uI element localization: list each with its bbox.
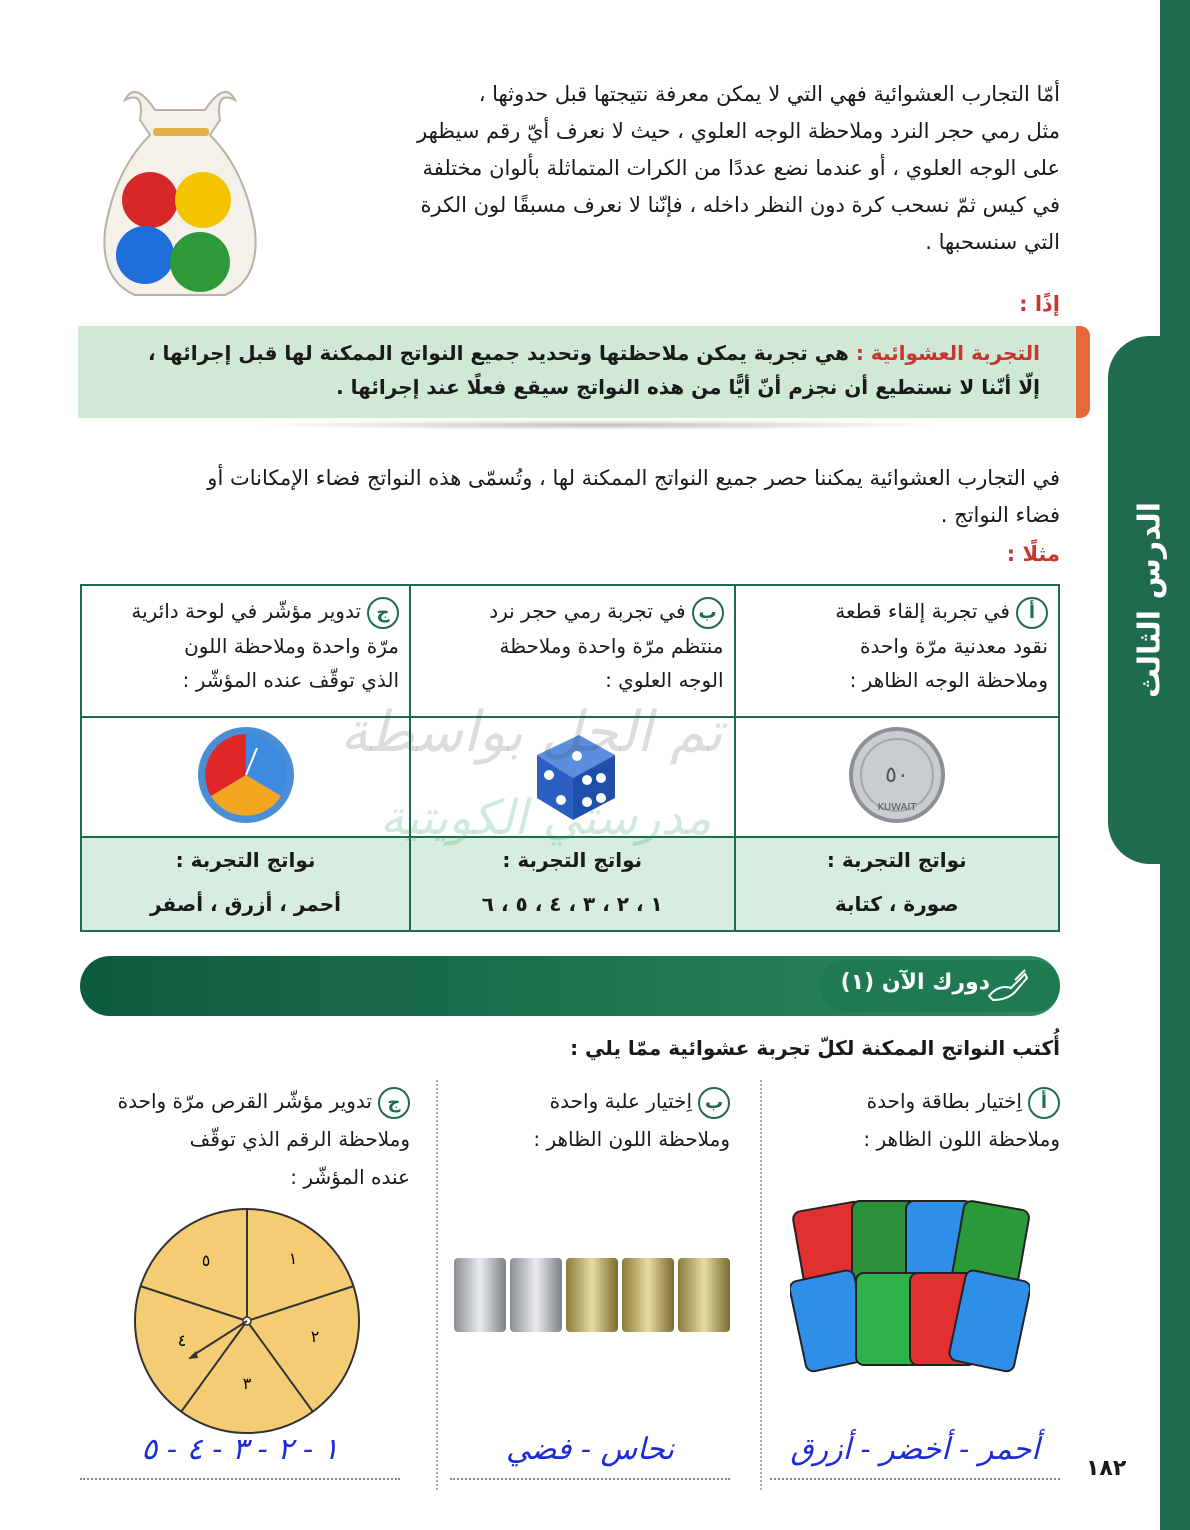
example-line: في تجربة رمي حجر نرد: [489, 599, 686, 623]
example-line: منتظم مرّة واحدة وملاحظة: [499, 634, 724, 658]
example-label: مثلًا :: [1006, 542, 1060, 566]
example-line: في تجربة إلقاء قطعة: [835, 599, 1010, 623]
coin-text: KUWAIT: [877, 802, 917, 813]
exercise-a-text: [760, 1082, 1060, 1158]
exercise-c-text: [80, 1082, 410, 1196]
letter-badge: ب: [698, 1087, 730, 1119]
example-line: تدوير مؤشّر في لوحة دائرية: [131, 599, 362, 623]
answer-line: [770, 1478, 1060, 1480]
definition-line: هي تجربة يمكن ملاحظتها وتحديد جميع النواتج الممكنة لها قبل إجرائها ،: [147, 341, 849, 365]
exercise-line: تدوير مؤشّر القرص مرّة واحدة: [117, 1089, 372, 1113]
lesson-tab-label: الدرس الثالث: [1132, 501, 1168, 699]
result-label: نواتج التجربة :: [175, 848, 316, 872]
exercise-line: وملاحظة اللون الظاهر :: [863, 1127, 1060, 1151]
example-b-description: [410, 585, 734, 717]
example-line: نقود معدنية مرّة واحدة: [860, 634, 1048, 658]
exercise-c-answer: ١ - ٢ - ٣ - ٤ - ٥: [141, 1432, 339, 1467]
definition-line: إلّا أنّنا لا نستطيع أن نجزم أنّ أيًّا من هذه النواتج سيقع فعلًا عند إجرائها .: [336, 375, 1040, 399]
letter-badge: أ: [1016, 597, 1048, 629]
result-value: صورة ، كتابة: [834, 892, 959, 916]
sample-space-line: فضاء النواتج .: [940, 503, 1060, 527]
number-spinner-image: [130, 1204, 364, 1438]
example-b-result: [410, 837, 734, 931]
example-line: الذي توقّف عنده المؤشّر :: [182, 668, 400, 692]
example-line: مرّة واحدة وملاحظة اللون: [184, 634, 400, 658]
spinner-number: ١: [288, 1249, 298, 1268]
column-divider: [436, 1080, 438, 1490]
spinner-number: ٣: [242, 1374, 252, 1393]
letter-badge: أ: [1028, 1087, 1060, 1119]
examples-result-row: [81, 837, 1059, 931]
exercise-line: وملاحظة اللون الظاهر :: [533, 1127, 730, 1151]
example-line: الوجه العلوي :: [605, 668, 724, 692]
watermark-line: مدرستي الكويتية: [380, 790, 712, 846]
writing-hand-icon: [985, 966, 1029, 1006]
example-a-result: [735, 837, 1059, 931]
definition-box-accent: [1076, 326, 1090, 418]
sample-space-paragraph: [80, 460, 1060, 534]
exercise-a-answer: أحمر - أخضر - أزرق: [790, 1432, 1040, 1467]
letter-badge: ج: [367, 597, 399, 629]
result-label: نواتج التجربة :: [502, 848, 643, 872]
colored-cards-image: [790, 1195, 1030, 1375]
example-line: وملاحظة الوجه الظاهر :: [849, 668, 1048, 692]
examples-header-row: [81, 585, 1059, 717]
intro-line: مثل رمي حجر النرد وملاحظة الوجه العلوي ، حيث لا نعرف أيّ رقم سيظهر: [417, 119, 1060, 143]
coin-cell: [735, 717, 1059, 837]
spinner-number: ٢: [310, 1327, 320, 1346]
coin-image: [842, 720, 952, 830]
cans-image: [450, 1250, 750, 1340]
intro-line: أمّا التجارب العشوائية فهي التي لا يمكن معرفة نتيجتها قبل حدوثها ،: [478, 82, 1060, 106]
definition-text: [60, 336, 1040, 404]
therefore-label: إذًا :: [1019, 292, 1060, 316]
watermark-line: تم الحل بواسطة: [340, 700, 723, 765]
intro-line: في كيس ثمّ نسحب كرة دون النظر داخله ، فإنّنا لا نعرف مسبقًا لون الكرة: [420, 193, 1060, 217]
your-turn-title: دورك الآن (١): [840, 970, 990, 995]
letter-badge: ج: [378, 1087, 410, 1119]
answer-line: [450, 1478, 730, 1480]
result-label: نواتج التجربة :: [826, 848, 967, 872]
exercise-line: اِختيار بطاقة واحدة: [866, 1089, 1022, 1113]
exercise-instruction: أُكتب النواتج الممكنة لكلّ تجربة عشوائية ممّا يلي :: [570, 1036, 1060, 1060]
intro-line: التي سنسحبها .: [925, 230, 1060, 254]
definition-term: التجربة العشوائية :: [855, 341, 1040, 365]
page-number: ١٨٢: [1086, 1456, 1127, 1481]
definition-shadow: [250, 420, 950, 430]
bag-of-balls-illustration: [95, 80, 265, 310]
answer-line: [80, 1478, 400, 1480]
example-c-description: [81, 585, 410, 717]
spinner-number: ٤: [177, 1331, 187, 1350]
letter-badge: ب: [692, 597, 724, 629]
spinner-number: ٥: [201, 1251, 211, 1270]
coin-value: ٥٠: [884, 763, 909, 788]
result-value: ١ ، ٢ ، ٣ ، ٤ ، ٥ ، ٦: [481, 892, 663, 916]
example-c-result: [81, 837, 410, 931]
sample-space-line: في التجارب العشوائية يمكننا حصر جميع النواتج الممكنة لها ، وتُسمّى هذه النواتج فضاء الإمكانات أو: [207, 466, 1060, 490]
intro-line: على الوجه العلوي ، أو عندما نضع عددًا من الكرات المتماثلة بألوان مختلفة: [422, 156, 1060, 180]
result-value: أحمر ، أزرق ، أصفر: [150, 892, 341, 916]
intro-paragraph: [300, 76, 1060, 261]
exercise-line: اِختيار علبة واحدة: [549, 1089, 692, 1113]
exercise-line: وملاحظة الرقم الذي توقّف: [189, 1127, 410, 1151]
exercise-b-text: [440, 1082, 730, 1158]
exercise-line: عنده المؤشّر :: [290, 1165, 410, 1189]
example-a-description: [735, 585, 1059, 717]
exercise-b-answer: نحاس - فضي: [505, 1432, 675, 1467]
color-spinner-image: [191, 720, 301, 830]
